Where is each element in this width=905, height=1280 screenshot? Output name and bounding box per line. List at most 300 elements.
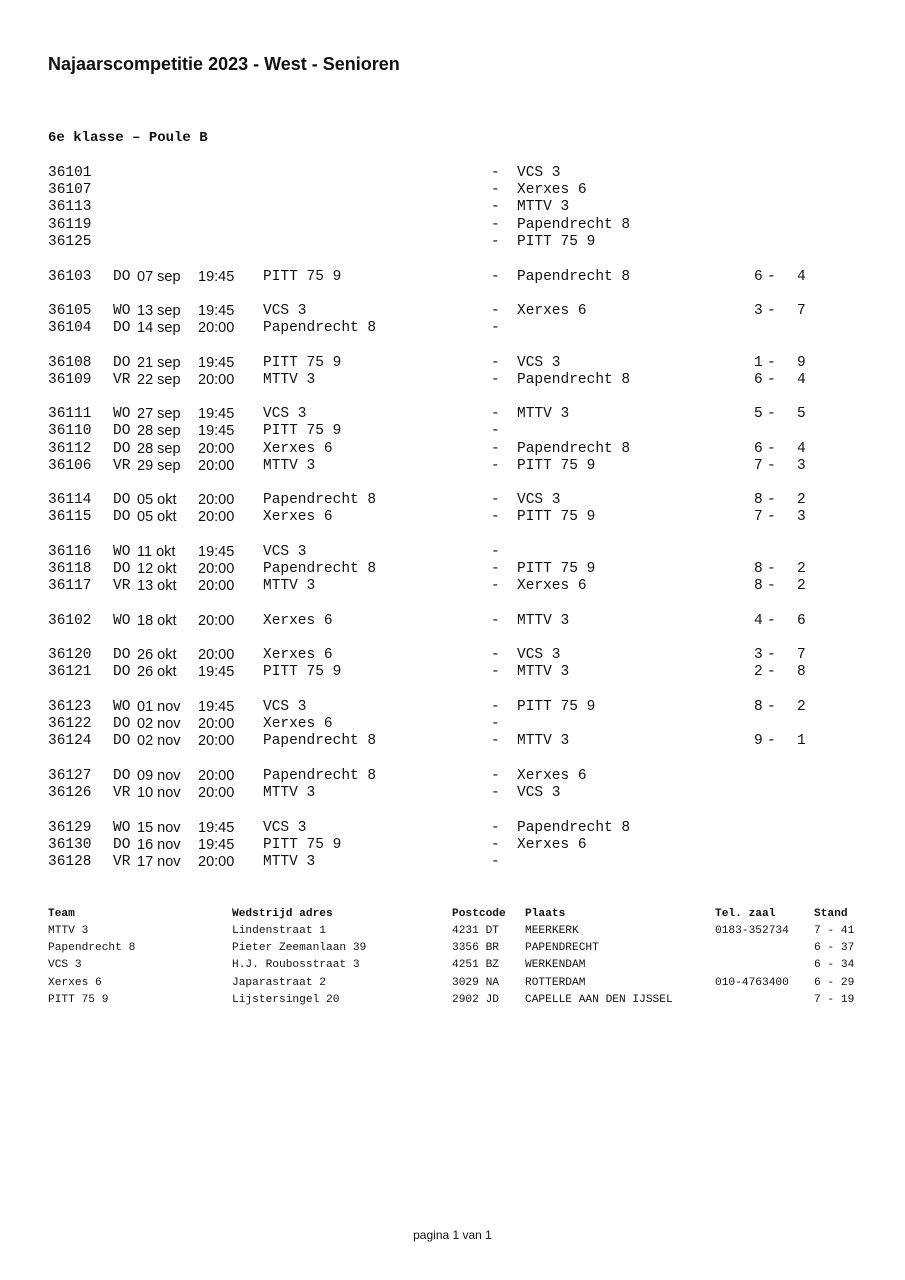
match-id: 36116: [48, 544, 92, 560]
match-home-team: Xerxes 6: [263, 647, 333, 663]
match-home-team: VCS 3: [263, 699, 307, 715]
header-address: Wedstrijd adres: [232, 908, 333, 920]
match-date: 22 sep: [137, 372, 181, 388]
match-time: 19:45: [198, 820, 235, 836]
match-row: [0, 422, 905, 440]
match-id: 36114: [48, 492, 92, 508]
match-time: 19:45: [198, 355, 235, 371]
match-score-away: 3: [797, 458, 806, 474]
match-date: 17 nov: [137, 854, 181, 870]
match-score-away: 7: [797, 647, 806, 663]
team-stand: 6 - 34: [814, 959, 855, 972]
match-separator: -: [491, 269, 500, 285]
match-away-team: VCS 3: [517, 785, 561, 801]
match-separator: -: [491, 406, 500, 422]
match-date: 27 sep: [137, 406, 181, 422]
match-time: 20:00: [198, 458, 235, 474]
team-name: Papendrecht 8: [48, 942, 136, 955]
match-separator: -: [491, 561, 500, 577]
match-time: 20:00: [198, 647, 235, 663]
match-away-team: VCS 3: [517, 492, 561, 508]
match-day: WO: [113, 406, 131, 422]
match-day: DO: [113, 492, 131, 508]
team-stand: 6 - 37: [814, 942, 855, 955]
match-row: [0, 612, 905, 630]
match-id: 36124: [48, 733, 92, 749]
match-id: 36105: [48, 303, 92, 319]
match-id: 36130: [48, 837, 92, 853]
match-day: DO: [113, 733, 131, 749]
page-title: Najaarscompetitie 2023 - West - Senioren: [48, 54, 400, 74]
match-date: 26 okt: [137, 647, 177, 663]
match-separator: -: [491, 716, 500, 732]
match-home-team: VCS 3: [263, 303, 307, 319]
match-score-separator: -: [767, 269, 776, 285]
match-time: 20:00: [198, 509, 235, 525]
match-time: 20:00: [198, 578, 235, 594]
team-address: Japarastraat 2: [232, 976, 326, 989]
match-separator: -: [491, 423, 500, 439]
match-away-team: Papendrecht 8: [517, 217, 631, 233]
match-home-team: Papendrecht 8: [263, 320, 377, 336]
team-postcode: 2902 JD: [452, 993, 499, 1006]
match-away-team: MTTV 3: [517, 733, 570, 749]
match-date: 29 sep: [137, 458, 181, 474]
match-date: 07 sep: [137, 269, 181, 285]
header-postcode: Postcode: [452, 908, 506, 920]
team-address: Lindenstraat 1: [232, 925, 326, 937]
match-day: WO: [113, 303, 131, 319]
match-row: [0, 836, 905, 854]
match-row: [0, 405, 905, 423]
standings-header-row: [0, 906, 905, 923]
match-row: [0, 508, 905, 526]
match-row: [0, 715, 905, 733]
match-date: 11 okt: [137, 544, 176, 560]
match-score-separator: -: [767, 647, 776, 663]
standings-row: [0, 923, 905, 940]
match-row: [0, 853, 905, 871]
match-score-away: 2: [797, 561, 806, 577]
team-name: Xerxes 6: [48, 976, 102, 989]
match-away-team: MTTV 3: [517, 199, 570, 215]
match-id: 36128: [48, 854, 92, 870]
match-separator: -: [491, 647, 500, 663]
match-score-away: 5: [797, 406, 806, 422]
match-score-home: 8: [754, 561, 763, 577]
match-score-away: 2: [797, 492, 806, 508]
header-stand: Stand: [814, 908, 848, 920]
match-home-team: Xerxes 6: [263, 716, 333, 732]
match-row: [0, 198, 905, 216]
match-id: 36123: [48, 699, 92, 715]
match-away-team: MTTV 3: [517, 664, 570, 680]
match-score-home: 1: [754, 355, 763, 371]
match-score-separator: -: [767, 578, 776, 594]
match-day: VR: [113, 578, 131, 594]
match-id: 36101: [48, 165, 92, 181]
match-away-team: Xerxes 6: [517, 768, 587, 784]
match-separator: -: [491, 768, 500, 784]
match-row: [0, 767, 905, 785]
match-home-team: Papendrecht 8: [263, 492, 377, 508]
match-day: DO: [113, 561, 131, 577]
match-separator: -: [491, 303, 500, 319]
match-away-team: PITT 75 9: [517, 509, 596, 525]
match-score-home: 9: [754, 733, 763, 749]
match-date: 28 sep: [137, 441, 181, 457]
match-time: 19:45: [198, 303, 235, 319]
match-home-team: VCS 3: [263, 544, 307, 560]
match-id: 36108: [48, 355, 92, 371]
match-score-separator: -: [767, 441, 776, 457]
match-away-team: Papendrecht 8: [517, 820, 631, 836]
match-time: 19:45: [198, 664, 235, 680]
match-day: DO: [113, 716, 131, 732]
match-id: 36113: [48, 199, 92, 215]
match-time: 20:00: [198, 372, 235, 388]
match-score-separator: -: [767, 664, 776, 680]
match-home-team: PITT 75 9: [263, 423, 342, 439]
team-place: PAPENDRECHT: [525, 942, 599, 955]
match-separator: -: [491, 837, 500, 853]
match-id: 36122: [48, 716, 92, 732]
match-separator: -: [491, 165, 500, 181]
match-day: DO: [113, 647, 131, 663]
header-team: Team: [48, 908, 75, 920]
team-tel: 010-4763400: [715, 976, 789, 989]
match-score-home: 6: [754, 372, 763, 388]
match-id: 36120: [48, 647, 92, 663]
match-date: 05 okt: [137, 492, 177, 508]
match-home-team: MTTV 3: [263, 785, 316, 801]
match-score-away: 4: [797, 372, 806, 388]
match-time: 20:00: [198, 854, 235, 870]
team-address: H.J. Roubosstraat 3: [232, 959, 360, 972]
match-time: 20:00: [198, 320, 235, 336]
team-place: MEERKERK: [525, 925, 579, 937]
match-score-away: 6: [797, 613, 806, 629]
match-row: [0, 164, 905, 182]
match-day: DO: [113, 320, 131, 336]
match-row: [0, 268, 905, 286]
match-date: 15 nov: [137, 820, 181, 836]
match-separator: -: [491, 217, 500, 233]
match-score-away: 1: [797, 733, 806, 749]
match-score-away: 9: [797, 355, 806, 371]
match-id: 36107: [48, 182, 92, 198]
match-day: DO: [113, 423, 131, 439]
match-date: 16 nov: [137, 837, 181, 853]
match-score-home: 2: [754, 664, 763, 680]
match-score-separator: -: [767, 561, 776, 577]
match-separator: -: [491, 182, 500, 198]
match-home-team: Xerxes 6: [263, 509, 333, 525]
match-score-home: 4: [754, 613, 763, 629]
team-address: Pieter Zeemanlaan 39: [232, 942, 367, 955]
match-day: WO: [113, 613, 131, 629]
match-score-away: 4: [797, 441, 806, 457]
match-home-team: Xerxes 6: [263, 613, 333, 629]
match-time: 20:00: [198, 716, 235, 732]
match-id: 36110: [48, 423, 92, 439]
team-place: ROTTERDAM: [525, 976, 586, 989]
match-home-team: PITT 75 9: [263, 837, 342, 853]
match-score-away: 2: [797, 699, 806, 715]
match-day: DO: [113, 509, 131, 525]
team-tel: 0183-352734: [715, 925, 789, 937]
match-day: VR: [113, 372, 131, 388]
match-separator: -: [491, 355, 500, 371]
match-score-away: 4: [797, 269, 806, 285]
team-name: PITT 75 9: [48, 993, 109, 1006]
match-score-home: 7: [754, 509, 763, 525]
match-row: [0, 560, 905, 578]
match-row: [0, 302, 905, 320]
match-id: 36125: [48, 234, 92, 250]
team-postcode: 3356 BR: [452, 942, 499, 955]
match-day: DO: [113, 269, 131, 285]
match-day: DO: [113, 837, 131, 853]
match-away-team: PITT 75 9: [517, 234, 596, 250]
match-row: [0, 440, 905, 458]
standings-row: [0, 940, 905, 957]
match-score-separator: -: [767, 303, 776, 319]
match-score-home: 5: [754, 406, 763, 422]
match-id: 36129: [48, 820, 92, 836]
match-separator: -: [491, 234, 500, 250]
team-place: CAPELLE AAN DEN IJSSEL: [525, 993, 673, 1006]
match-separator: -: [491, 372, 500, 388]
match-id: 36118: [48, 561, 92, 577]
match-score-away: 8: [797, 664, 806, 680]
match-score-separator: -: [767, 372, 776, 388]
match-score-separator: -: [767, 492, 776, 508]
match-time: 20:00: [198, 768, 235, 784]
match-id: 36126: [48, 785, 92, 801]
match-time: 20:00: [198, 492, 235, 508]
match-away-team: Papendrecht 8: [517, 441, 631, 457]
match-separator: -: [491, 441, 500, 457]
match-score-home: 8: [754, 699, 763, 715]
match-date: 02 nov: [137, 733, 181, 749]
team-name: MTTV 3: [48, 925, 89, 937]
match-day: DO: [113, 664, 131, 680]
match-home-team: MTTV 3: [263, 458, 316, 474]
match-away-team: Xerxes 6: [517, 303, 587, 319]
match-date: 02 nov: [137, 716, 181, 732]
match-id: 36102: [48, 613, 92, 629]
match-separator: -: [491, 320, 500, 336]
match-time: 19:45: [198, 837, 235, 853]
team-address: Lijstersingel 20: [232, 993, 340, 1006]
match-score-separator: -: [767, 406, 776, 422]
match-separator: -: [491, 613, 500, 629]
match-separator: -: [491, 820, 500, 836]
match-day: VR: [113, 458, 131, 474]
match-time: 19:45: [198, 699, 235, 715]
match-row: [0, 457, 905, 475]
match-separator: -: [491, 509, 500, 525]
match-home-team: Papendrecht 8: [263, 733, 377, 749]
match-time: 20:00: [198, 733, 235, 749]
match-date: 13 okt: [137, 578, 177, 594]
match-row: [0, 698, 905, 716]
match-away-team: PITT 75 9: [517, 458, 596, 474]
match-home-team: Xerxes 6: [263, 441, 333, 457]
team-stand: 7 - 41: [814, 925, 855, 937]
match-score-away: 3: [797, 509, 806, 525]
match-separator: -: [491, 699, 500, 715]
page-footer: pagina 1 van 1: [413, 1228, 492, 1242]
match-score-away: 7: [797, 303, 806, 319]
match-home-team: PITT 75 9: [263, 355, 342, 371]
match-row: [0, 543, 905, 561]
match-separator: -: [491, 854, 500, 870]
match-row: [0, 181, 905, 199]
match-score-separator: -: [767, 733, 776, 749]
match-time: 20:00: [198, 785, 235, 801]
match-row: [0, 646, 905, 664]
match-time: 19:45: [198, 269, 235, 285]
match-score-home: 3: [754, 303, 763, 319]
match-date: 09 nov: [137, 768, 181, 784]
match-date: 26 okt: [137, 664, 177, 680]
match-away-team: VCS 3: [517, 355, 561, 371]
match-score-separator: -: [767, 458, 776, 474]
match-separator: -: [491, 664, 500, 680]
match-separator: -: [491, 785, 500, 801]
match-id: 36117: [48, 578, 92, 594]
match-home-team: Papendrecht 8: [263, 561, 377, 577]
match-away-team: MTTV 3: [517, 406, 570, 422]
standings-row: [0, 957, 905, 974]
match-away-team: VCS 3: [517, 165, 561, 181]
match-separator: -: [491, 458, 500, 474]
match-score-home: 7: [754, 458, 763, 474]
match-time: 20:00: [198, 561, 235, 577]
team-postcode: 3029 NA: [452, 976, 499, 989]
match-time: 19:45: [198, 544, 235, 560]
match-date: 05 okt: [137, 509, 177, 525]
match-id: 36111: [48, 406, 92, 422]
match-day: DO: [113, 355, 131, 371]
match-home-team: PITT 75 9: [263, 269, 342, 285]
match-away-team: Papendrecht 8: [517, 269, 631, 285]
match-away-team: Papendrecht 8: [517, 372, 631, 388]
match-row: [0, 216, 905, 234]
match-score-away: 2: [797, 578, 806, 594]
match-score-separator: -: [767, 355, 776, 371]
match-home-team: PITT 75 9: [263, 664, 342, 680]
match-date: 12 okt: [137, 561, 177, 577]
section-heading: 6e klasse – Poule B: [48, 130, 208, 146]
match-row: [0, 233, 905, 251]
match-id: 36127: [48, 768, 92, 784]
team-postcode: 4231 DT: [452, 925, 499, 937]
match-day: DO: [113, 768, 131, 784]
match-row: [0, 732, 905, 750]
match-away-team: VCS 3: [517, 647, 561, 663]
match-day: VR: [113, 785, 131, 801]
team-name: VCS 3: [48, 959, 82, 972]
match-day: WO: [113, 820, 131, 836]
team-postcode: 4251 BZ: [452, 959, 499, 972]
match-time: 19:45: [198, 423, 235, 439]
match-score-home: 8: [754, 492, 763, 508]
match-row: [0, 819, 905, 837]
match-home-team: VCS 3: [263, 820, 307, 836]
match-day: WO: [113, 544, 131, 560]
match-away-team: Xerxes 6: [517, 182, 587, 198]
match-score-separator: -: [767, 509, 776, 525]
match-row: [0, 784, 905, 802]
match-id: 36104: [48, 320, 92, 336]
match-id: 36112: [48, 441, 92, 457]
match-row: [0, 319, 905, 337]
match-separator: -: [491, 199, 500, 215]
match-time: 20:00: [198, 441, 235, 457]
match-id: 36109: [48, 372, 92, 388]
match-away-team: Xerxes 6: [517, 837, 587, 853]
match-separator: -: [491, 578, 500, 594]
match-score-home: 6: [754, 269, 763, 285]
match-id: 36115: [48, 509, 92, 525]
match-score-separator: -: [767, 613, 776, 629]
match-date: 21 sep: [137, 355, 181, 371]
match-separator: -: [491, 544, 500, 560]
match-score-home: 3: [754, 647, 763, 663]
match-id: 36121: [48, 664, 92, 680]
team-stand: 7 - 19: [814, 993, 855, 1006]
match-separator: -: [491, 492, 500, 508]
match-separator: -: [491, 733, 500, 749]
match-away-team: MTTV 3: [517, 613, 570, 629]
match-away-team: Xerxes 6: [517, 578, 587, 594]
match-day: WO: [113, 699, 131, 715]
team-stand: 6 - 29: [814, 976, 855, 989]
standings-row: [0, 975, 905, 992]
match-date: 18 okt: [137, 613, 177, 629]
match-away-team: PITT 75 9: [517, 561, 596, 577]
match-date: 01 nov: [137, 699, 181, 715]
match-score-home: 6: [754, 441, 763, 457]
match-time: 20:00: [198, 613, 235, 629]
match-row: [0, 663, 905, 681]
match-date: 10 nov: [137, 785, 181, 801]
match-id: 36106: [48, 458, 92, 474]
match-row: [0, 371, 905, 389]
match-home-team: VCS 3: [263, 406, 307, 422]
match-day: VR: [113, 854, 131, 870]
match-home-team: MTTV 3: [263, 578, 316, 594]
match-home-team: Papendrecht 8: [263, 768, 377, 784]
match-date: 14 sep: [137, 320, 181, 336]
match-away-team: PITT 75 9: [517, 699, 596, 715]
match-time: 19:45: [198, 406, 235, 422]
match-date: 13 sep: [137, 303, 181, 319]
match-row: [0, 354, 905, 372]
match-id: 36103: [48, 269, 92, 285]
match-id: 36119: [48, 217, 92, 233]
match-home-team: MTTV 3: [263, 372, 316, 388]
header-place: Plaats: [525, 908, 566, 920]
standings-row: [0, 992, 905, 1009]
match-day: DO: [113, 441, 131, 457]
header-tel: Tel. zaal: [715, 908, 776, 920]
match-home-team: MTTV 3: [263, 854, 316, 870]
match-date: 28 sep: [137, 423, 181, 439]
